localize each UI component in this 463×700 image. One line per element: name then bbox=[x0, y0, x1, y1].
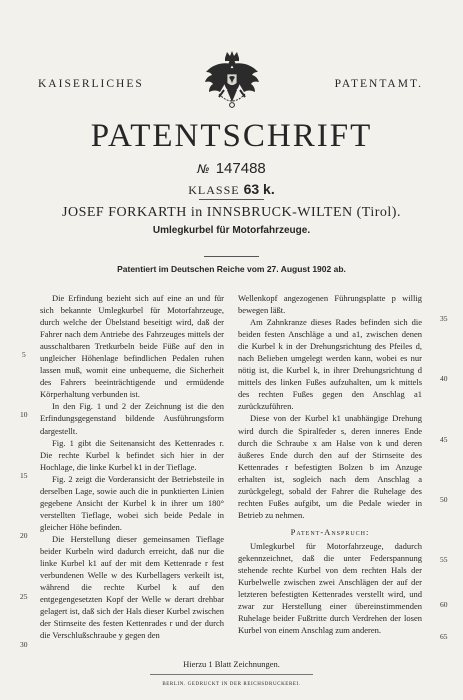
patent-class bbox=[0, 181, 463, 198]
invention-title: Umlegkurbel für Motorfahrzeuge. bbox=[152, 225, 311, 236]
line-number: 10 bbox=[20, 410, 28, 419]
paragraph: Fig. 1 gibt die Seitenansicht des Kettenrades r. Die rechte Kurbel k befindet sich hier in der Hochlage, die linke Kurbel k1 in der Tieflage. bbox=[40, 437, 224, 472]
inventor-line: JOSEF FORKARTH in INNSBRUCK-WILTEN (Tirol). bbox=[62, 205, 401, 220]
paragraph: Fig. 2 zeigt die Vorderansicht der Betriebsteile in derselben Lage, sowie auch die in punktierten Linien gegebene Ansicht der Kurbel k in ihrer um 180° verstellten Tieflage, wobei sich beide Pedale in gleicher Höhe befinden. bbox=[40, 473, 224, 532]
patent-number bbox=[0, 160, 463, 178]
paragraph: In den Fig. 1 und 2 der Zeichnung ist die den Erfindungsgegenstand bildende Ausführungsform dargestellt. bbox=[40, 401, 224, 436]
line-number: 65 bbox=[440, 632, 448, 641]
line-number: 60 bbox=[440, 600, 448, 609]
header-right: PATENTAMT. bbox=[334, 78, 423, 90]
paragraph: Wellenkopf angezogenen Führungsplatte p willig bewegen läßt. bbox=[238, 293, 422, 316]
line-number: 15 bbox=[20, 471, 28, 480]
number-value: 147488 bbox=[215, 160, 266, 177]
paragraph: Die Erfindung bezieht sich auf eine an und für sich bekannte Umlegkurbel für Motorfahrzeuge, durch welche der Übelstand beseitigt wird, daß der Fahrer nach dem Antriebe des Fahrzeuges mittels der ausschaltbaren Tretkurbeln beide Füße auf den in ungleicher Höhenlage befindlichen Pedalen ruhen lassen muß, womit eine unbequeme, die Sicherheit des Fahrers beeinträchtigende und ermüdende Körperhaltung verbunden ist. bbox=[40, 293, 224, 400]
line-number: 45 bbox=[440, 435, 448, 444]
line-number: 30 bbox=[20, 640, 28, 649]
line-number: 55 bbox=[440, 555, 448, 564]
line-number: 50 bbox=[440, 495, 448, 504]
right-column bbox=[238, 292, 422, 636]
left-column bbox=[40, 292, 224, 641]
paragraph: Die Herstellung dieser gemeinsamen Tieflage beider Kurbeln wird dadurch erreicht, daß nur die linke Kurbel k1 auf der mit dem Kettenrade r fest verbundenen Welle w des Kurbellagers verkeilt ist, während die rechte Kurbel k auf den entgegengesetzten Kopf der Welle w derart drehbar gelagert ist, daß sich der Hals dieser Kurbel zwischen der Stirnseite des festen Kettenrades r und der durch die Verschlußschraube y gegen den bbox=[40, 533, 224, 641]
line-number: 40 bbox=[440, 374, 448, 383]
document-title: PATENTSCHRIFT bbox=[90, 118, 373, 154]
number-prefix: № bbox=[197, 162, 210, 176]
claim-heading: Patent-Anspruch: bbox=[290, 526, 370, 537]
klasse-label: KLASSE bbox=[188, 183, 240, 197]
line-number: 20 bbox=[20, 531, 28, 540]
line-number: 5 bbox=[22, 350, 26, 359]
printer-imprint: BERLIN. GEDRUCKT IN DER REICHSDRUCKEREI. bbox=[162, 682, 301, 687]
line-number: 25 bbox=[20, 592, 28, 601]
drawings-note: Hierzu 1 Blatt Zeichnungen. bbox=[183, 659, 280, 669]
divider bbox=[199, 199, 264, 200]
header-left: KAISERLICHES bbox=[38, 78, 144, 90]
divider bbox=[150, 674, 313, 675]
klasse-value: 63 k. bbox=[243, 181, 275, 197]
claim-text: Umlegkurbel für Motorfahrzeuge, dadurch gekennzeichnet, daß die unter Federspannung stehende rechte Kurbel von dem rechten Hals der Kurbelwelle zwischen zwei Anschlägen der auf der letzteren befestigten Kettenrades verstellt wird, und zwar zur Herstellung einer übereinstimmenden Ruhelage beider Fußtritte durch Verdrehen der losen Kurbel von einem Anschlag zum anderen. bbox=[238, 540, 422, 636]
paragraph: Am Zahnkranze dieses Rades befinden sich die beiden festen Anschläge a und a1, zwischen denen die Kurbel k in der Drehungsrichtung des Pfeiles d, nach Belieben umgelegt werden kann, wobei es nur nötig ist, die Kurbel k, in ihrer Drehungsrichtung d mittels des linken Fußes aufzuhalten, um k mittels des rechten Fußes gegen den Anschlag a1 zurückzuführen. bbox=[238, 317, 422, 412]
line-number: 35 bbox=[440, 314, 448, 323]
paragraph: Diese von der Kurbel k1 unabhängige Drehung wird durch die Spiralfeder s, deren inneres Ende durch die Schraube x am Halse von k und deren äußeres Ende durch den auf der Stirnseite des Kettenrades r befestigten Bolzen b im Anzuge erhalten ist, sogleich nach dem Anschlag a zurückgelegt, sobald der Fahrer die Ruhelage des rechten Fußes aufgibt, um die Pedale wieder in Betrieb zu nehmen. bbox=[238, 413, 422, 520]
divider bbox=[204, 256, 259, 257]
patent-date: Patentiert im Deutschen Reiche vom 27. August 1902 ab. bbox=[117, 264, 346, 274]
imperial-eagle-icon bbox=[203, 50, 261, 112]
